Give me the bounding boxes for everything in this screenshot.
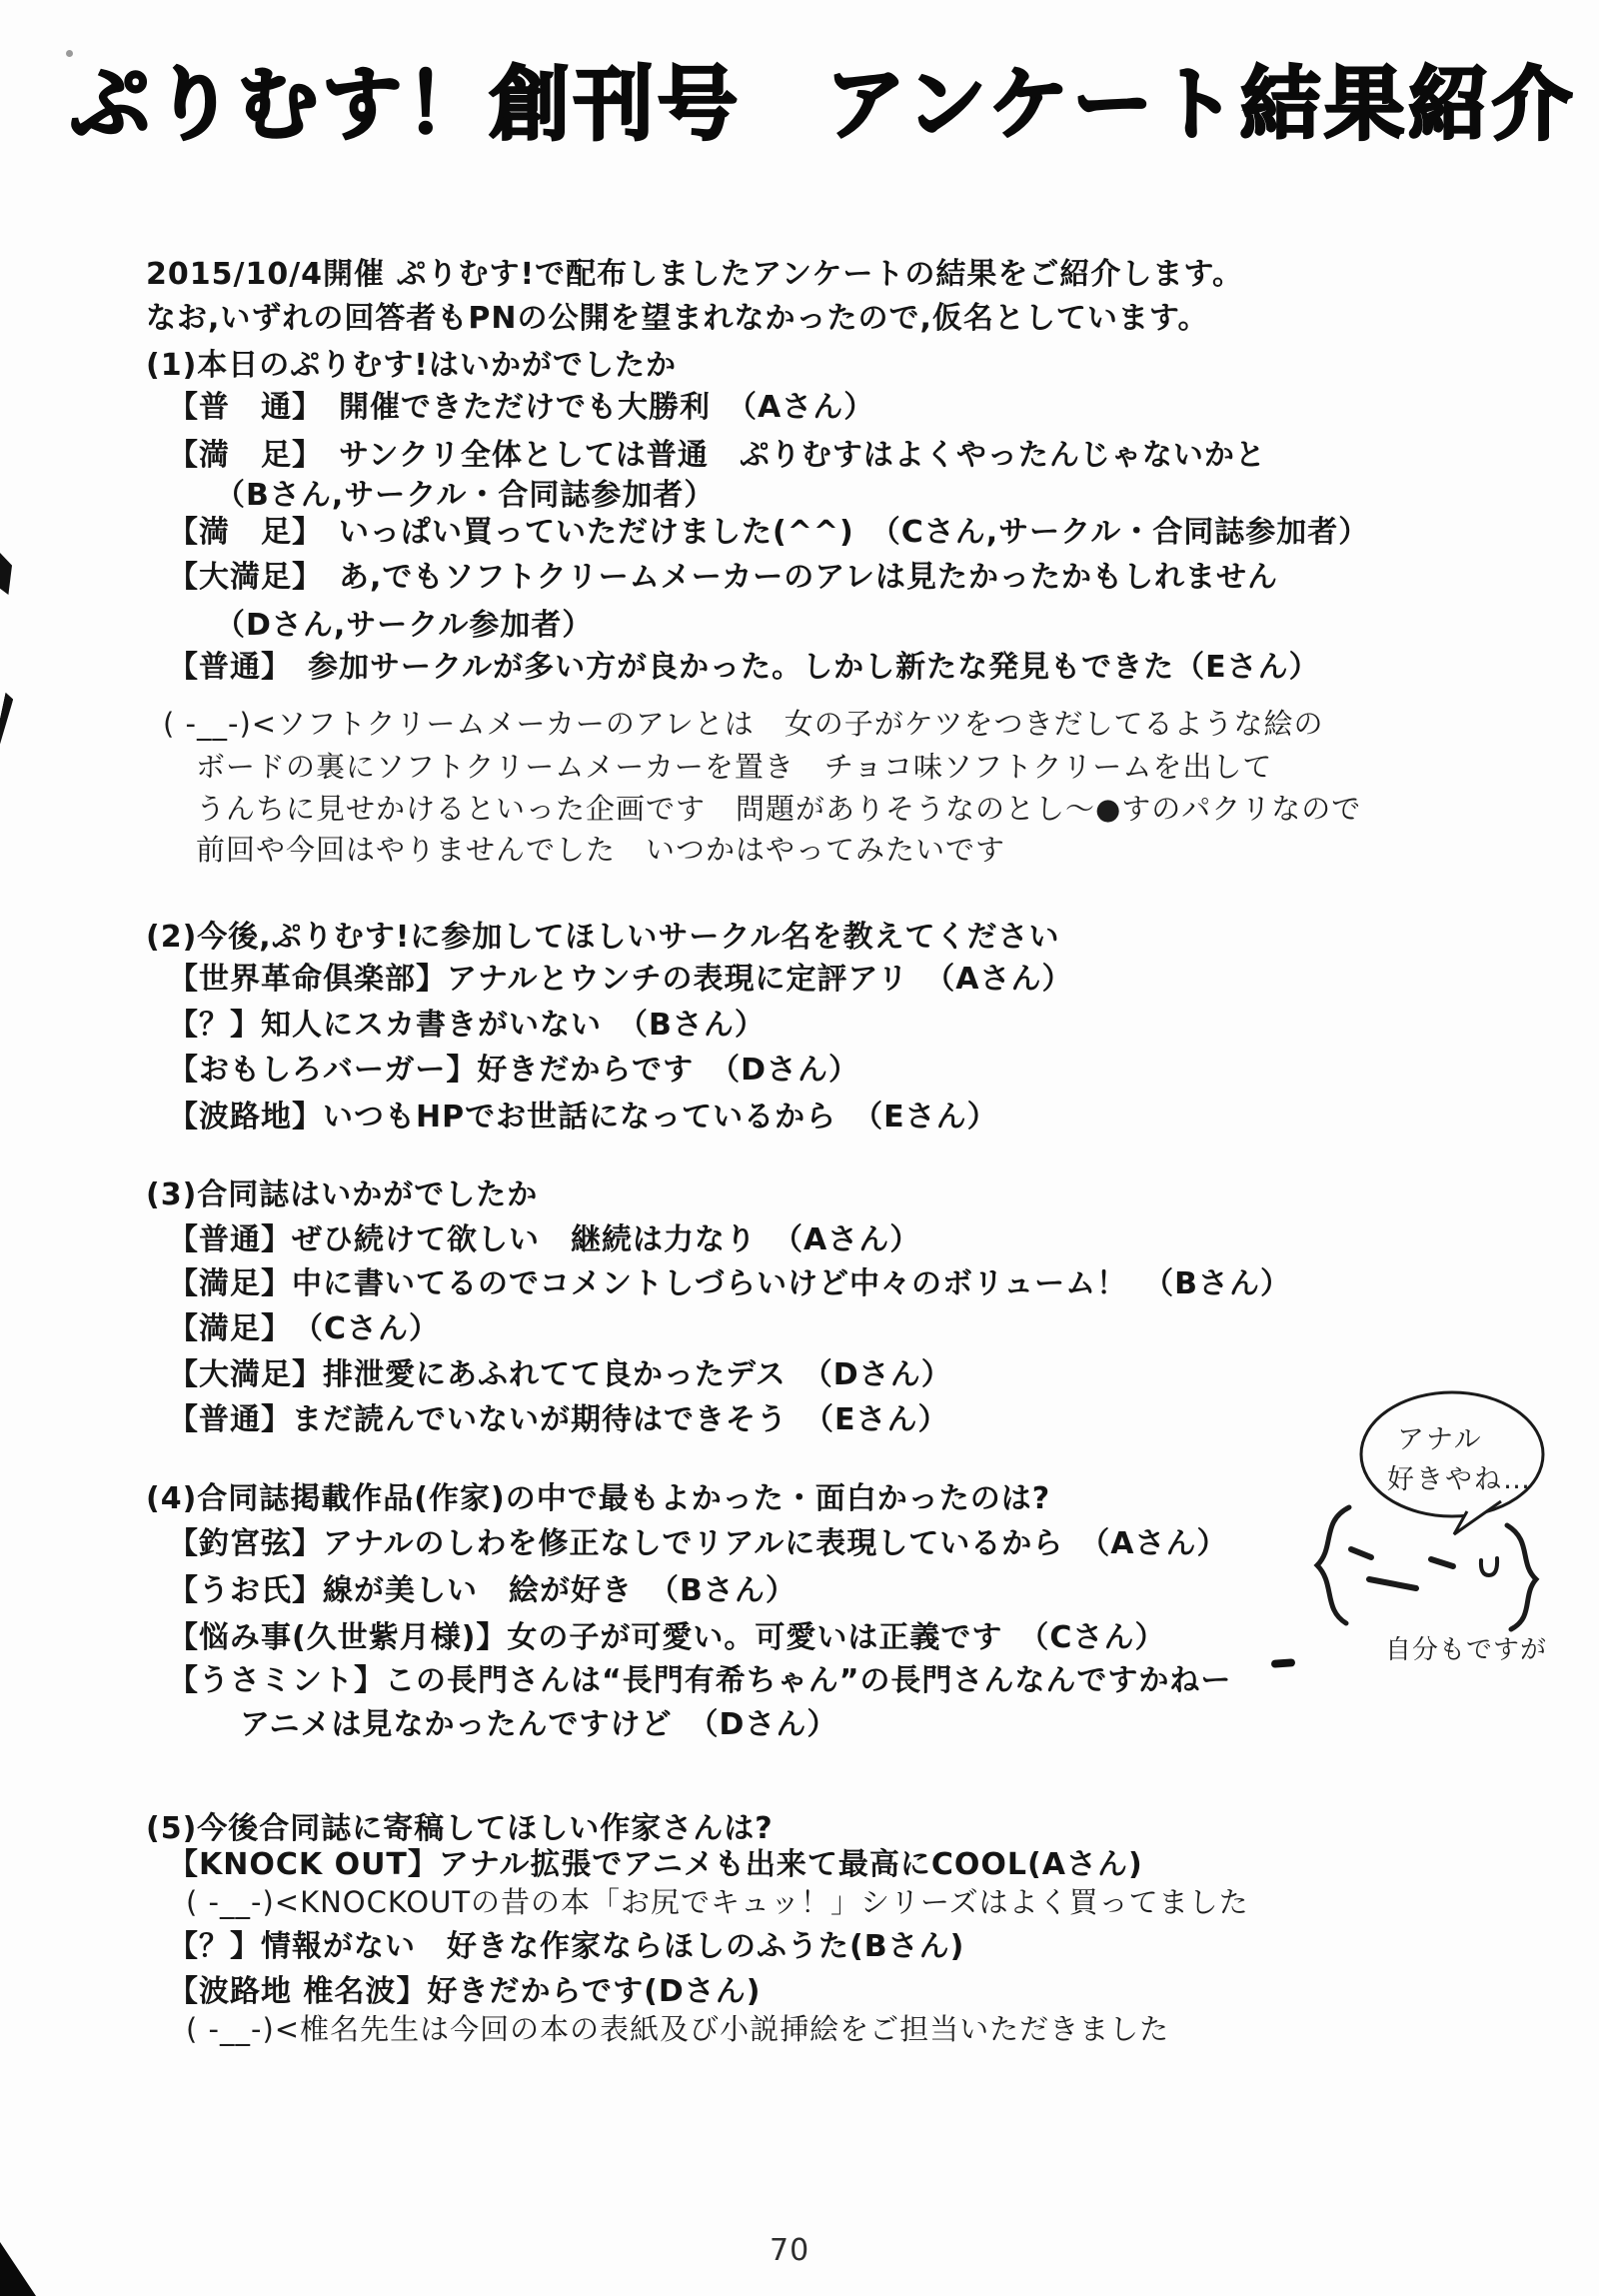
question-3-heading: (3)合同誌はいかがでしたか <box>146 1177 539 1212</box>
q4-answer-1: 【釣宮弦】アナルのしわを修正なしでリアルに表現しているから （Aさん） <box>168 1526 1228 1561</box>
q1-answer-1: 【普 通】 開催できただけでも大勝利 （Aさん） <box>168 390 875 425</box>
q2-answer-1: 【世界革命倶楽部】アナルとウンチの表現に定評アリ （Aさん） <box>168 962 1073 997</box>
q3-answer-5: 【普通】まだ読んでいないが期待はできそう （Eさん） <box>168 1402 949 1437</box>
aside-note-line-4: 前回や今回はやりませんでした いつかはやってみたいです <box>196 833 1006 867</box>
question-2-heading: (2)今後,ぷりむす!に参加してほしいサークル名を教えてください <box>146 920 1060 955</box>
doodle-caption: 自分もですが <box>1385 1635 1548 1665</box>
scan-artifact-dash <box>1271 1658 1295 1668</box>
q5-answer-1-note: ( -__-)<KNOCKOUTの昔の本「お尻でキュッ！」シリーズはよく買ってました <box>186 1885 1249 1919</box>
intro-line-2: なお,いずれの回答者もPNの公開を望まれなかったので,仮名としています。 <box>146 301 1209 336</box>
question-5-heading: (5)今後合同誌に寄稿してほしい作家さんは? <box>146 1811 774 1846</box>
q3-answer-1: 【普通】ぜひ続けて欲しい 継続は力なり （Aさん） <box>168 1222 921 1257</box>
q1-answer-3: 【満 足】 いっぱい買っていただけました(^^) （Cさん,サークル・合同誌参加者） <box>168 515 1370 550</box>
q3-answer-4: 【大満足】排泄愛にあふれてて良かったデス （Dさん） <box>168 1357 952 1392</box>
q2-answer-3: 【おもしろバーガー】好きだからです （Dさん） <box>168 1053 860 1088</box>
q3-answer-2: 【満足】中に書いてるのでコメントしづらいけど中々のボリューム！ （Bさん） <box>168 1266 1291 1301</box>
q4-answer-4-cont: アニメは見なかったんですけど （Dさん） <box>240 1707 838 1742</box>
q1-answer-4: 【大満足】 あ,でもソフトクリームメーカーのアレは見たかったかもしれません <box>168 560 1278 595</box>
q1-answer-2: 【満 足】 サンクリ全体としては普通 ぷりむすはよくやったんじゃないかと <box>168 438 1266 473</box>
intro-line-1: 2015/10/4開催 ぷりむす!で配布しましたアンケートの結果をご紹介します。 <box>146 257 1243 292</box>
aside-note-line-1: ( -__-)<ソフトクリームメーカーのアレとは 女の子がケツをつきだしてるような絵の <box>163 707 1324 741</box>
page-title: ぷりむす！創刊号 アンケート結果紹介 <box>70 58 1577 151</box>
scan-artifact-left-2 <box>0 693 14 746</box>
q1-answer-5: 【普通】 参加サークルが多い方が良かった。しかし新たな発見もできた（Eさん） <box>168 650 1320 685</box>
q3-answer-3: 【満足】 （Cさん） <box>168 1311 441 1346</box>
q2-answer-2: 【？】知人にスカ書きがいない （Bさん） <box>168 1008 766 1043</box>
question-1-heading: (1)本日のぷりむす!はいかがでしたか <box>146 348 677 383</box>
scan-artifact-left-1 <box>0 553 12 595</box>
scan-artifact-corner <box>0 2242 36 2296</box>
aside-note-line-3: うんちに見せかけるといった企画です 問題がありそうなのとし〜●すのパクリなので <box>196 792 1362 826</box>
q2-answer-4: 【波路地】いつもHPでお世話になっているから （Eさん） <box>168 1100 998 1135</box>
page-number: 70 <box>770 2233 810 2268</box>
q4-answer-4: 【うさミント】この長門さんは“長門有希ちゃん”の長門さんなんですかねー <box>168 1663 1232 1698</box>
q1-answer-2-cont: （Bさん,サークル・合同誌参加者） <box>215 478 716 513</box>
question-4-heading: (4)合同誌掲載作品(作家)の中で最もよかった・面白かったのは? <box>146 1481 1051 1516</box>
speech-bubble-line-2: 好きやね… <box>1387 1464 1532 1495</box>
q5-answer-3-note: ( -__-)<椎名先生は今回の本の表紙及び小説挿絵をご担当いただきました <box>186 2012 1170 2046</box>
aside-note-line-2: ボードの裏にソフトクリームメーカーを置き チョコ味ソフトクリームを出して <box>196 750 1273 784</box>
scan-artifact-speck <box>66 50 73 57</box>
q1-answer-4-cont: （Dさん,サークル参加者） <box>215 608 594 643</box>
q4-answer-3: 【悩み事(久世紫月様)】女の子が可愛い。可愛いは正義です （Cさん） <box>168 1620 1166 1655</box>
q4-answer-2: 【うお氏】線が美しい 絵が好き （Bさん） <box>168 1573 797 1608</box>
q5-answer-2: 【？】情報がない 好きな作家ならほしのふうた(Bさん) <box>168 1929 965 1964</box>
q5-answer-1: 【KNOCK OUT】アナル拡張でアニメも出来て最高にCOOL(Aさん) <box>168 1847 1143 1882</box>
speech-bubble-line-1: アナル <box>1397 1424 1483 1455</box>
q5-answer-3: 【波路地 椎名波】好きだからです(Dさん) <box>168 1974 762 2009</box>
